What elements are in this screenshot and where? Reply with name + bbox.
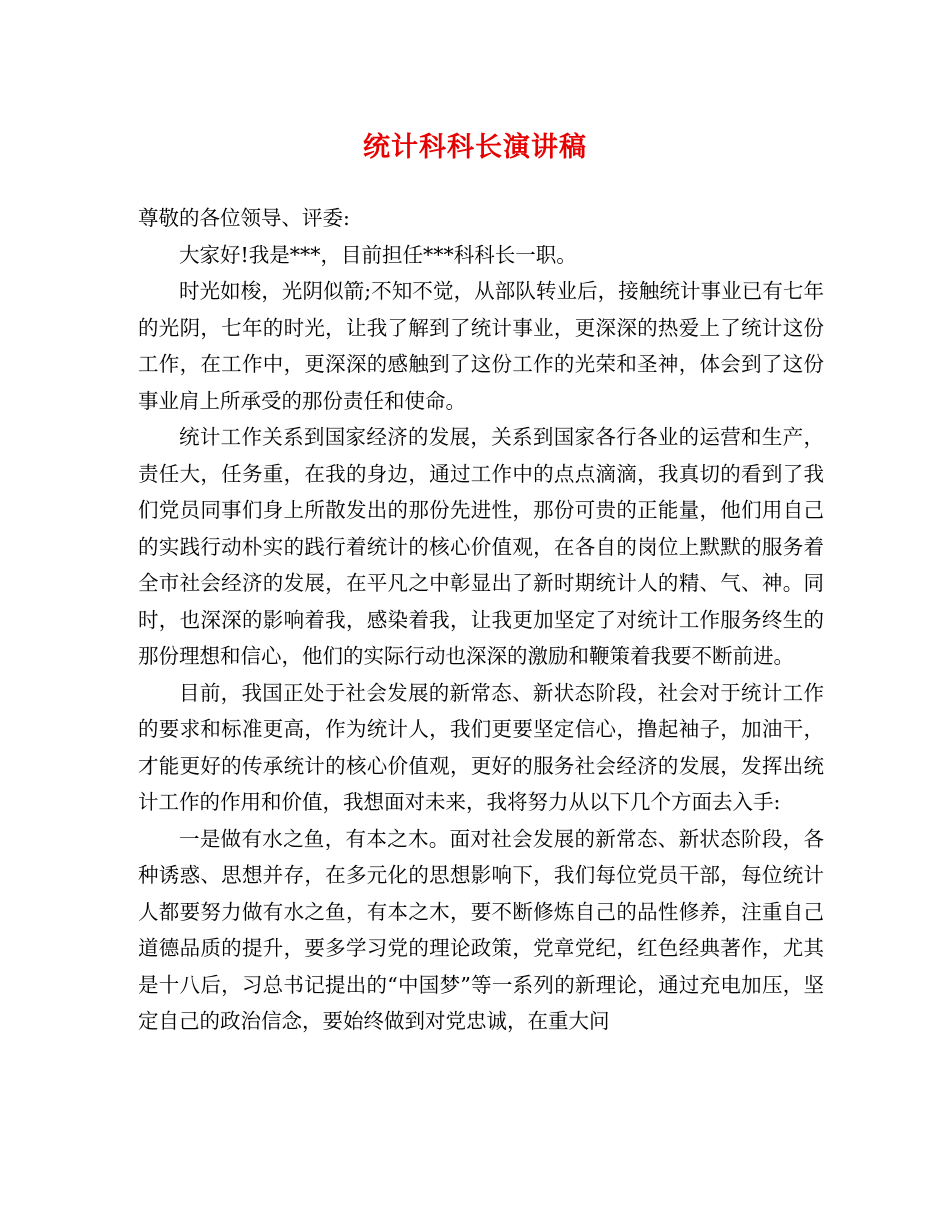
paragraph-point-one: 一是做有水之鱼，有本之木。面对社会发展的新常态、新状态阶段，各种诱惑、思想并存，在多元化的思想影响下，我们每位党员干部，每位统计人都要努力做有水之鱼，有本之木，要不断修炼自己的品性修养，注重自己道德品质的提升，要多学习党的理论政策，党章党纪，红色经典著作，尤其是十八后，习总书记提出的“中国梦”等一系列的新理论，通过充电加压，坚定自己的政治信念，要始终做到对党忠诚，在重大问 [138, 826, 824, 1033]
paragraph-career: 时光如梭，光阴似箭;不知不觉，从部队转业后，接触统计事业已有七年的光阴，七年的时光，让我了解到了统计事业，更深深的热爱上了统计这份工作，在工作中，更深深的感触到了这份工作的光荣和圣神，体会到了这份事业肩上所承受的那份责任和使命。 [138, 279, 824, 413]
document-body [138, 200, 824, 1040]
paragraph-colleagues: 统计工作关系到国家经济的发展，关系到国家各行各业的运营和生产，责任大，任务重，在我的身边，通过工作中的点点滴滴，我真切的看到了我们党员同事们身上所散发出的那份先进性，那份可贵的正能量，他们用自己的实践行动朴实的践行着统计的核心价值观，在各自的岗位上默默的服务着全市社会经济的发展，在平凡之中彰显出了新时期统计人的精、气、神。同时，也深深的影响着我，感染着我，让我更加坚定了对统计工作服务终生的那份理想和信心，他们的实际行动也深深的激励和鞭策着我要不断前进。 [138, 425, 824, 668]
salutation: 尊敬的各位领导、评委: [138, 206, 350, 230]
document-title: 统计科科长演讲稿 [363, 132, 587, 163]
paragraph-greeting: 大家好!我是***，目前担任***科科长一职。 [179, 242, 577, 267]
paragraph-current-situation: 目前，我国正处于社会发展的新常态、新状态阶段，社会对于统计工作的要求和标准更高，作为统计人，我们更要坚定信心，撸起袖子，加油干，才能更好的传承统计的核心价值观，更好的服务社会经济的发展，发挥出统计工作的作用和价值，我想面对未来，我将努力从以下几个方面去入手: [138, 680, 824, 814]
